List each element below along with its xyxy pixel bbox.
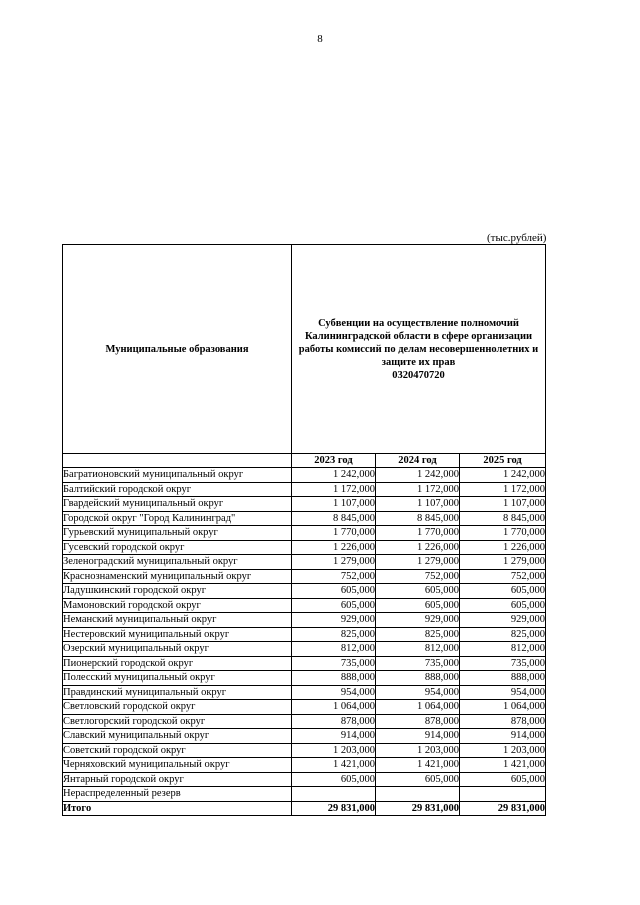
table-row xyxy=(63,787,546,802)
value-2025: 1 107,000 xyxy=(460,497,546,512)
total-row xyxy=(63,801,546,816)
table-row xyxy=(63,743,546,758)
value-2024: 735,000 xyxy=(376,656,460,671)
table-row xyxy=(63,540,546,555)
municipality-name: Краснознаменский муниципальный округ xyxy=(63,569,292,584)
header-spacer xyxy=(63,454,292,468)
value-2023: 1 242,000 xyxy=(292,468,376,483)
value-2024: 914,000 xyxy=(376,729,460,744)
municipality-name: Мамоновский городской округ xyxy=(63,598,292,613)
value-2025: 878,000 xyxy=(460,714,546,729)
value-2024: 605,000 xyxy=(376,584,460,599)
table-row xyxy=(63,482,546,497)
table-row xyxy=(63,584,546,599)
value-2025: 1 226,000 xyxy=(460,540,546,555)
municipality-name: Озерский муниципальный округ xyxy=(63,642,292,657)
value-2024: 605,000 xyxy=(376,598,460,613)
subvention-title: Субвенции на осуществление полномочий Калининградской области в сфере организации работы комиссий по делам несовершеннолетних и защите их прав xyxy=(298,317,539,368)
table-row xyxy=(63,526,546,541)
value-2023: 929,000 xyxy=(292,613,376,628)
value-2023: 1 279,000 xyxy=(292,555,376,570)
year-header-2023: 2023 год xyxy=(292,454,376,468)
municipality-name: Светлогорский городской округ xyxy=(63,714,292,729)
value-2023 xyxy=(292,787,376,802)
column-header-subvention xyxy=(292,245,546,454)
value-2024: 1 064,000 xyxy=(376,700,460,715)
table-row xyxy=(63,613,546,628)
municipality-name: Янтарный городской округ xyxy=(63,772,292,787)
value-2023: 1 107,000 xyxy=(292,497,376,512)
municipality-name: Гусевский городской округ xyxy=(63,540,292,555)
value-2023: 605,000 xyxy=(292,584,376,599)
year-header-2024: 2024 год xyxy=(376,454,460,468)
value-2025: 1 770,000 xyxy=(460,526,546,541)
total-label: Итого xyxy=(63,801,292,816)
total-2023: 29 831,000 xyxy=(292,801,376,816)
value-2024: 888,000 xyxy=(376,671,460,686)
municipality-name: Городской округ "Город Калининград" xyxy=(63,511,292,526)
table-row xyxy=(63,555,546,570)
municipality-name: Зеленоградский муниципальный округ xyxy=(63,555,292,570)
value-2024: 1 770,000 xyxy=(376,526,460,541)
table-row xyxy=(63,758,546,773)
municipality-name: Светловский городской округ xyxy=(63,700,292,715)
municipality-name: Полесский муниципальный округ xyxy=(63,671,292,686)
value-2025: 1 172,000 xyxy=(460,482,546,497)
value-2023: 605,000 xyxy=(292,598,376,613)
value-2023: 888,000 xyxy=(292,671,376,686)
value-2025: 914,000 xyxy=(460,729,546,744)
municipality-name: Черняховский муниципальный округ xyxy=(63,758,292,773)
value-2025: 8 845,000 xyxy=(460,511,546,526)
table-row xyxy=(63,656,546,671)
value-2024: 1 421,000 xyxy=(376,758,460,773)
value-2023: 914,000 xyxy=(292,729,376,744)
municipality-name: Ладушкинский городской округ xyxy=(63,584,292,599)
value-2025: 735,000 xyxy=(460,656,546,671)
value-2024: 8 845,000 xyxy=(376,511,460,526)
value-2023: 1 172,000 xyxy=(292,482,376,497)
value-2025: 605,000 xyxy=(460,772,546,787)
units-label: (тыс.рублей) xyxy=(487,232,547,244)
municipality-name: Нестеровский муниципальный округ xyxy=(63,627,292,642)
value-2024: 929,000 xyxy=(376,613,460,628)
value-2024: 878,000 xyxy=(376,714,460,729)
table-row xyxy=(63,714,546,729)
total-2024: 29 831,000 xyxy=(376,801,460,816)
subvention-table xyxy=(62,244,546,816)
municipality-name: Багратионовский муниципальный округ xyxy=(63,468,292,483)
table-row xyxy=(63,598,546,613)
value-2023: 1 203,000 xyxy=(292,743,376,758)
municipality-name: Нераспределенный резерв xyxy=(63,787,292,802)
value-2025: 812,000 xyxy=(460,642,546,657)
value-2023: 878,000 xyxy=(292,714,376,729)
value-2023: 954,000 xyxy=(292,685,376,700)
table-row xyxy=(63,511,546,526)
table-row xyxy=(63,685,546,700)
value-2023: 1 064,000 xyxy=(292,700,376,715)
value-2024 xyxy=(376,787,460,802)
value-2023: 8 845,000 xyxy=(292,511,376,526)
value-2025: 929,000 xyxy=(460,613,546,628)
municipality-name: Балтийский городской округ xyxy=(63,482,292,497)
value-2025: 605,000 xyxy=(460,584,546,599)
table-row xyxy=(63,497,546,512)
municipality-name: Гурьевский муниципальный округ xyxy=(63,526,292,541)
municipality-name: Советский городской округ xyxy=(63,743,292,758)
value-2024: 1 279,000 xyxy=(376,555,460,570)
value-2025: 1 279,000 xyxy=(460,555,546,570)
table-row xyxy=(63,700,546,715)
value-2025: 888,000 xyxy=(460,671,546,686)
value-2023: 752,000 xyxy=(292,569,376,584)
value-2024: 1 107,000 xyxy=(376,497,460,512)
value-2025 xyxy=(460,787,546,802)
municipality-name: Пионерский городской округ xyxy=(63,656,292,671)
municipality-name: Славский муниципальный округ xyxy=(63,729,292,744)
value-2025: 1 064,000 xyxy=(460,700,546,715)
value-2025: 752,000 xyxy=(460,569,546,584)
value-2025: 605,000 xyxy=(460,598,546,613)
value-2024: 752,000 xyxy=(376,569,460,584)
value-2025: 1 203,000 xyxy=(460,743,546,758)
value-2024: 825,000 xyxy=(376,627,460,642)
municipality-name: Правдинский муниципальный округ xyxy=(63,685,292,700)
column-header-municipalities: Муниципальные образования xyxy=(63,245,292,454)
table-body xyxy=(63,468,546,816)
table-row xyxy=(63,729,546,744)
value-2024: 1 172,000 xyxy=(376,482,460,497)
value-2024: 605,000 xyxy=(376,772,460,787)
value-2023: 605,000 xyxy=(292,772,376,787)
year-header-2025: 2025 год xyxy=(460,454,546,468)
value-2025: 825,000 xyxy=(460,627,546,642)
value-2025: 1 421,000 xyxy=(460,758,546,773)
value-2024: 812,000 xyxy=(376,642,460,657)
value-2024: 1 203,000 xyxy=(376,743,460,758)
value-2025: 1 242,000 xyxy=(460,468,546,483)
value-2024: 954,000 xyxy=(376,685,460,700)
subvention-code: 0320470720 xyxy=(392,369,445,381)
value-2025: 954,000 xyxy=(460,685,546,700)
value-2023: 812,000 xyxy=(292,642,376,657)
value-2023: 1 770,000 xyxy=(292,526,376,541)
value-2023: 1 226,000 xyxy=(292,540,376,555)
table-row xyxy=(63,642,546,657)
table-row xyxy=(63,627,546,642)
municipality-name: Гвардейский муниципальный округ xyxy=(63,497,292,512)
table-row xyxy=(63,569,546,584)
table-row xyxy=(63,468,546,483)
table-row xyxy=(63,671,546,686)
total-2025: 29 831,000 xyxy=(460,801,546,816)
page-number: 8 xyxy=(317,33,323,45)
municipality-name: Неманский муниципальный округ xyxy=(63,613,292,628)
value-2023: 1 421,000 xyxy=(292,758,376,773)
value-2023: 825,000 xyxy=(292,627,376,642)
table-row xyxy=(63,772,546,787)
value-2024: 1 242,000 xyxy=(376,468,460,483)
value-2024: 1 226,000 xyxy=(376,540,460,555)
value-2023: 735,000 xyxy=(292,656,376,671)
